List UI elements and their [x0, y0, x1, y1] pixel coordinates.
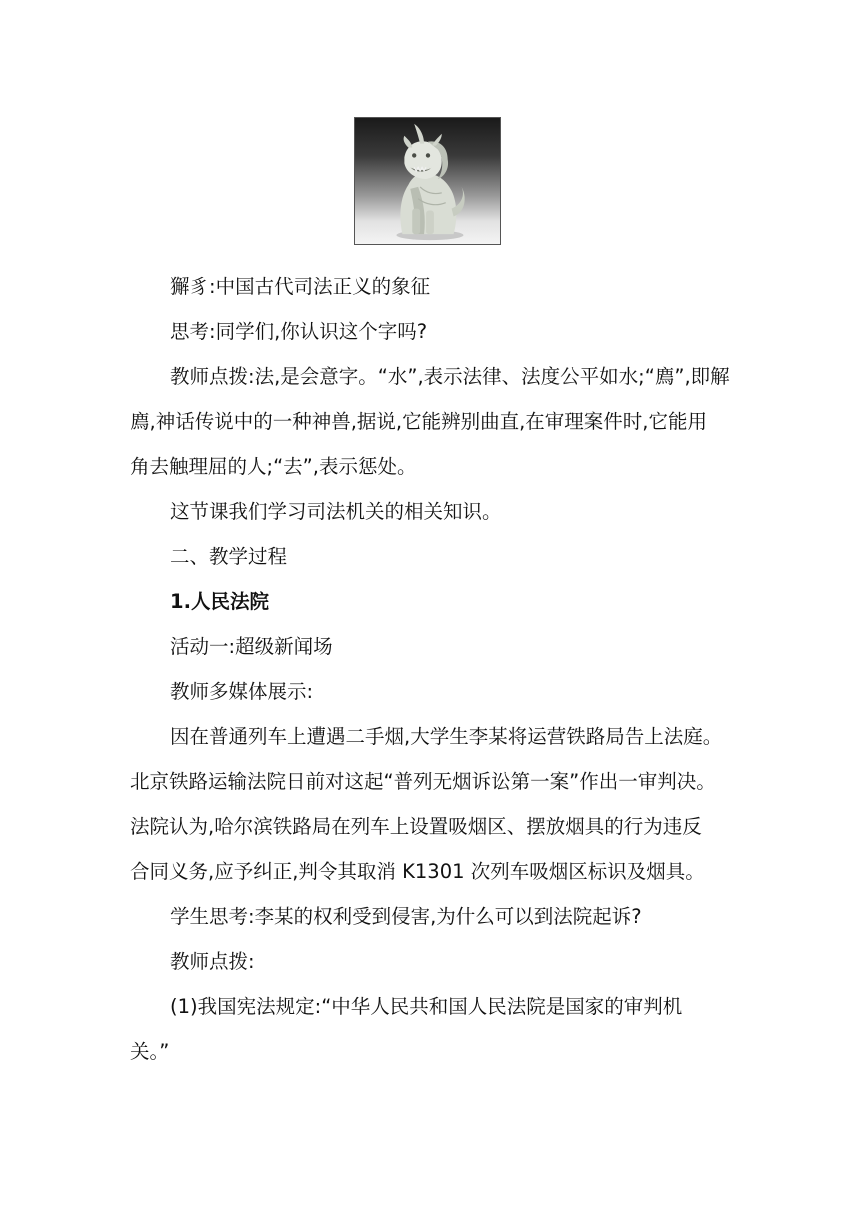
xiezhi-statue-illustration [355, 118, 500, 244]
teacher-guidance-label: 教师点拨: [170, 950, 255, 973]
section-heading-teaching-process: 二、教学过程 [170, 545, 288, 568]
xiezhi-figure-image [354, 117, 501, 245]
news-case-line-4: 合同义务,应予纠正,判令其取消 K1301 次列车吸烟区标识及烟具。 [130, 860, 705, 883]
constitution-quote-line-2: 关。” [130, 1040, 170, 1063]
subsection-heading-peoples-court: 1.人民法院 [170, 590, 269, 613]
constitution-quote-paragraph [130, 984, 735, 1074]
constitution-quote-line-1: (1)我国宪法规定:“中华人民共和国人民法院是国家的审判机 [170, 995, 683, 1018]
teacher-explanation-paragraph [130, 354, 735, 489]
teacher-explanation-line-1: 教师点拨:法,是会意字。“水”,表示法律、法度公平如水;“廌”,即解 [170, 365, 730, 388]
think-question-paragraph: 思考:同学们,你认识这个字吗? [170, 320, 428, 343]
caption-paragraph: 獬豸:中国古代司法正义的象征 [170, 275, 431, 298]
teacher-explanation-line-3: 角去触理屈的人;“去”,表示惩处。 [130, 455, 417, 478]
news-case-paragraph [130, 714, 735, 894]
activity-one-paragraph: 活动一:超级新闻场 [170, 635, 333, 658]
student-thinking-paragraph: 学生思考:李某的权利受到侵害,为什么可以到法院起诉? [170, 905, 642, 928]
teacher-explanation-line-2: 廌,神话传说中的一种神兽,据说,它能辨别曲直,在审理案件时,它能用 [130, 410, 707, 433]
document-body [130, 264, 735, 1074]
news-case-line-2: 北京铁路运输法院日前对这起“普列无烟诉讼第一案”作出一审判决。 [130, 770, 716, 793]
news-case-line-1: 因在普通列车上遭遇二手烟,大学生李某将运营铁路局告上法庭。 [170, 725, 723, 748]
multimedia-display-paragraph: 教师多媒体展示: [170, 680, 314, 703]
news-case-line-3: 法院认为,哈尔滨铁路局在列车上设置吸烟区、摆放烟具的行为违反 [130, 815, 702, 838]
lesson-intro-paragraph: 这节课我们学习司法机关的相关知识。 [170, 500, 502, 523]
